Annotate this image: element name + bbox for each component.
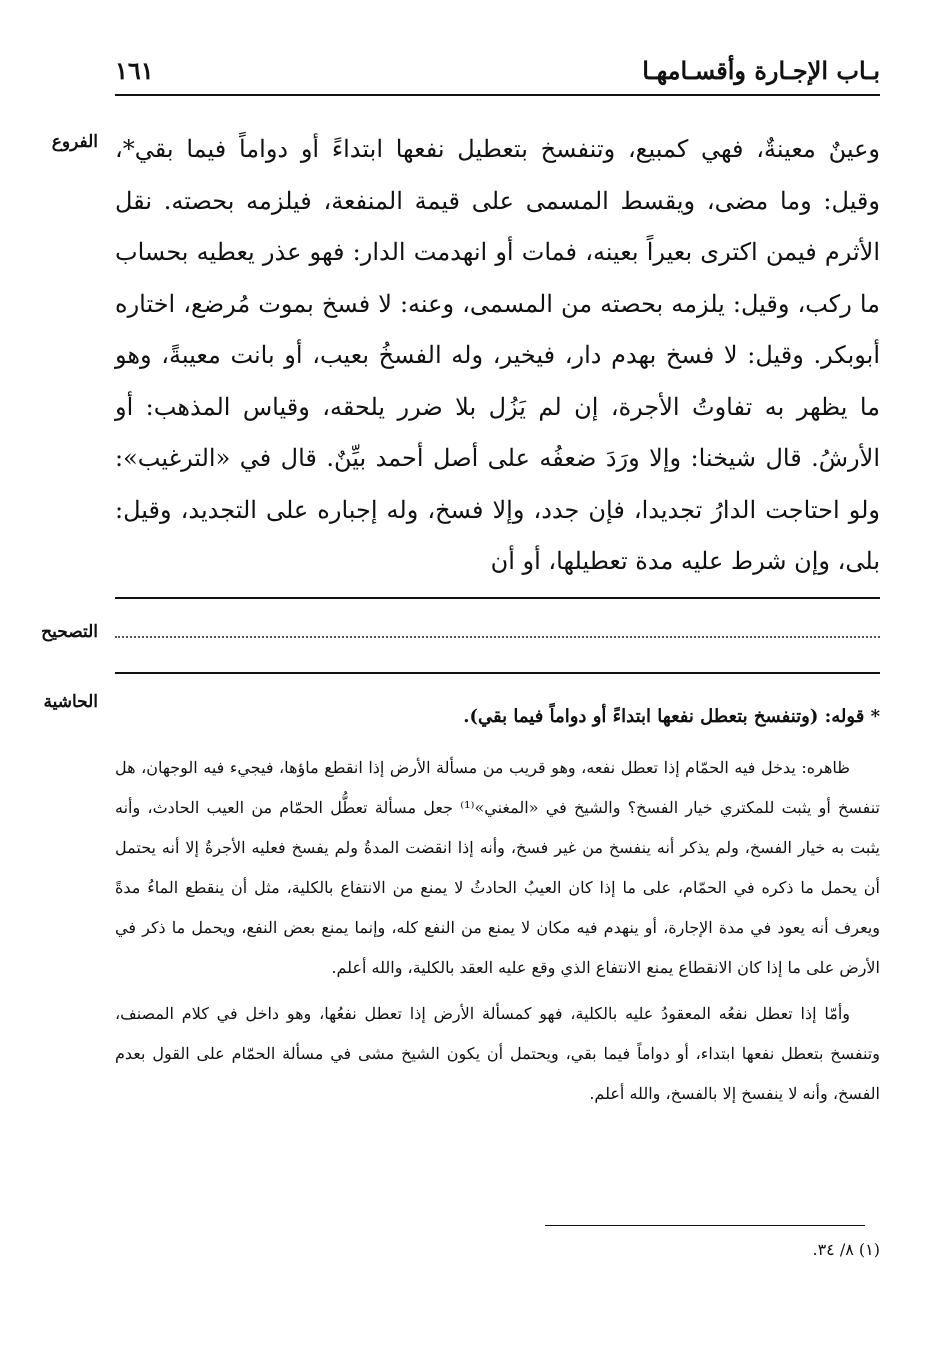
side-label-furu: الفروع [51,132,98,152]
side-label-tashih: التصحيح [41,622,98,642]
divider-bottom [115,672,880,674]
main-paragraph: وعينٌ معينةٌ، فهي كمبيع، وتنفسخ بتعطيل نفعها ابتداءً أو دواماً فيما بقي*، وقيل: وما مضى، ويقسط المسمى على قيمة المنفعة، فيلزمه بحصته. نقل الأثرم فيمن اكترى بعيراً بعينه، فمات أو انهدمت الدار: فهو عذر يعطيه بحساب ما ركب، وقيل: يلزمه بحصته من المسمى، وعنه: لا فسخ بموت مُرضع، اختاره أبوبكر. وقيل: لا فسخ بهدم دار، فيخير، وله الفسخُ بعيب، أو بانت معيبةً، وهو ما يظهر به تفاوتُ الأجرة، إن لم يَزُل بلا ضرر يلحقه، وقياس المذهب: أو الأرشُ. قال شيخنا: وإلا ورَدَ ضعفُه على أصل أحمد بيِّنٌ. قال في «الترغيب»: ولو احتاجت الدارُ تجديدا، فإن جدد، وإلا فسخ، وله إجباره على التجديد، وقيل: بلى، وإن شرط عليه مدة تعطيلها، أو أن [115,135,880,575]
hashiya-paragraph-2: وأمّا إذا تعطل نفعُه المعقودُ عليه بالكلية، فهو كمسألة الأرض إذا تعطل نفعُها، وهو داخل في كلام المصنف، وتنفسخ بتعطل نفعها ابتداء، أو دواماً فيما بقي، ويحتمل أن يكون الشيخ مشى في مسألة الحمّام على القول بعدم الفسخ، وأنه لا ينفسخ إلا بالفسخ، والله أعلم. [115,1004,880,1103]
footnote-rule [545,1225,865,1226]
hashiya-paragraph-1: ظاهره: يدخل فيه الحمّام إذا تعطل نفعه، وهو قريب من مسألة الأرض إذا انقطع ماؤها، فيجيء فيه الوجهان، هل تنفسخ أو يثبت للمكتري خيار الفسخ؟ والشيخ في «المغني»⁽¹⁾ جعل مسألة تعطُّل الحمّام من العيب الحادث، وأنه يثبت به خيار الفسخ، ولم يذكر أنه ينفسخ من غير فسخ، وأنه إذا انقضت المدةُ ولم يفسخ فعليه الأجرةُ إلا أنه يحتمل أن يحمل ما ذكره في الحمّام، على ما إذا كان العيبُ الحادثُ لا يمنع من الانتفاع بالكلية، مثل أن ينقطع الماءُ مدةً ويعرف أنه يعود في مدة الإجارة، أو ينهدم فيه مكان لا يمنع من النفع كله، وإنما يمنع بعض النفع، ويحمل ما ذكر في الأرض على ما إذا كان الانقطاع يمنع الانتفاع الذي وقع عليه العقد بالكلية، والله أعلم. [115,758,881,977]
side-label-hashiya: الحاشية [43,692,98,712]
running-header [115,52,880,96]
chapter-title: بـاب الإجـارة وأقسـامهـا [642,56,880,85]
divider-top [115,597,880,599]
correction-dotted-line [115,636,880,638]
hashiya-heading: * قوله: (وتنفسخ بتعطل نفعها ابتداءً أو دواماً فيما بقي). [463,706,880,727]
page-number: ١٦١ [115,56,154,85]
hashiya-section [115,700,880,1120]
footnote: (١) ٨/ ٣٤. [812,1240,880,1259]
main-text [115,124,880,588]
